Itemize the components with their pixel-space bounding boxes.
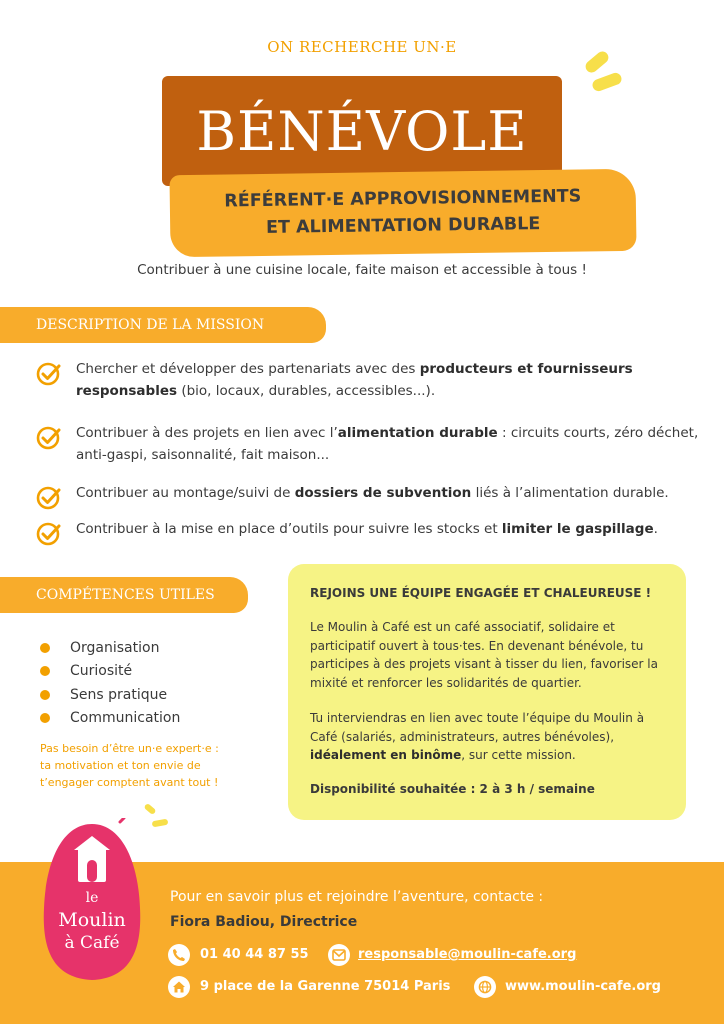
skill-item: Organisation xyxy=(40,636,180,660)
check-circle-icon xyxy=(36,360,62,386)
mission-heading: DESCRIPTION DE LA MISSION xyxy=(36,317,265,333)
svg-text:le: le xyxy=(85,890,99,906)
join-title: REJOINS UNE ÉQUIPE ENGAGÉE ET CHALEUREUSE ! xyxy=(310,586,652,600)
check-circle-icon xyxy=(36,424,62,450)
svg-text:à Café: à Café xyxy=(64,933,120,953)
decorative-stroke xyxy=(152,819,169,828)
mission-item xyxy=(36,518,706,546)
bullet-dot-icon xyxy=(40,666,50,676)
bullet-dot-icon xyxy=(40,643,50,653)
svg-text:Moulin: Moulin xyxy=(58,909,126,931)
contact-name: Fiora Badiou, Directrice xyxy=(170,914,358,930)
contact-intro: Pour en savoir plus et rejoindre l’aventure, contacte : xyxy=(170,889,544,905)
check-circle-icon xyxy=(36,484,62,510)
subtitle-banner xyxy=(169,169,636,257)
join-paragraph-1: Le Moulin à Café est un café associatif, solidaire et participatif ouvert à tous·tes. En devenant bénévole, tu participes à des projets visant à tisser du lien, favoriser la mixité et renforcer les solidarités de quartier. xyxy=(310,620,658,690)
contact-address: 9 place de la Garenne 75014 Paris xyxy=(200,979,451,994)
skill-item: Sens pratique xyxy=(40,683,180,707)
kicker-text: ON RECHERCHE UN·E xyxy=(267,38,457,56)
title-banner xyxy=(162,76,562,186)
mission-item xyxy=(36,482,706,510)
bullet-dot-icon xyxy=(40,690,50,700)
mission-text: Contribuer au montage/suivi de dossiers de subvention liés à l’alimentation durable. xyxy=(76,485,669,501)
join-team-box xyxy=(288,564,686,820)
page-title: BÉNÉVOLE xyxy=(196,99,528,163)
availability: Disponibilité souhaitée : 2 à 3 h / semaine xyxy=(310,781,595,796)
tagline: Contribuer à une cuisine locale, faite maison et accessible à tous ! xyxy=(137,262,587,278)
phone-icon xyxy=(168,944,190,966)
skills-note: Pas besoin d’être un·e expert·e : ta motivation et ton envie de t’engager comptent avant tout ! xyxy=(40,742,219,789)
moulin-a-cafe-logo xyxy=(40,818,144,982)
mission-text: Chercher et développer des partenariats avec des producteurs et fournisseurs responsables (bio, locaux, durables, accessibles...). xyxy=(76,361,633,399)
globe-icon xyxy=(474,976,496,998)
skills-list xyxy=(40,636,180,730)
role-title: RÉFÉRENT·E APPROVISIONNEMENTS ET ALIMENTATION DURABLE xyxy=(224,186,582,238)
skill-item: Curiosité xyxy=(40,660,180,684)
mission-text: Contribuer à la mise en place d’outils pour suivre les stocks et limiter le gaspillage. xyxy=(76,521,658,537)
check-circle-icon xyxy=(36,520,62,546)
mission-heading-banner xyxy=(0,307,326,343)
mission-text: Contribuer à des projets en lien avec l’alimentation durable : circuits courts, zéro déchet, anti-gaspi, saisonnalité, fait maison... xyxy=(76,425,699,463)
contact-email-link[interactable]: responsable@moulin-cafe.org xyxy=(358,947,577,962)
decorative-stroke xyxy=(143,803,156,815)
home-icon xyxy=(168,976,190,998)
join-paragraph-2: Tu interviendras en lien avec toute l’équipe du Moulin à Café (salariés, administrateurs, autres bénévoles), idéalement en binôme, sur cette mission. xyxy=(310,711,645,762)
mission-item xyxy=(36,422,706,466)
bullet-dot-icon xyxy=(40,713,50,723)
decorative-stroke xyxy=(591,71,623,93)
contact-phone[interactable]: 01 40 44 87 55 xyxy=(200,947,309,962)
mail-icon xyxy=(328,944,350,966)
skills-heading: COMPÉTENCES UTILES xyxy=(36,587,215,603)
contact-website-link[interactable]: www.moulin-cafe.org xyxy=(505,979,661,994)
skill-item: Communication xyxy=(40,707,180,731)
skills-heading-banner xyxy=(0,577,248,613)
mission-item xyxy=(36,358,706,402)
